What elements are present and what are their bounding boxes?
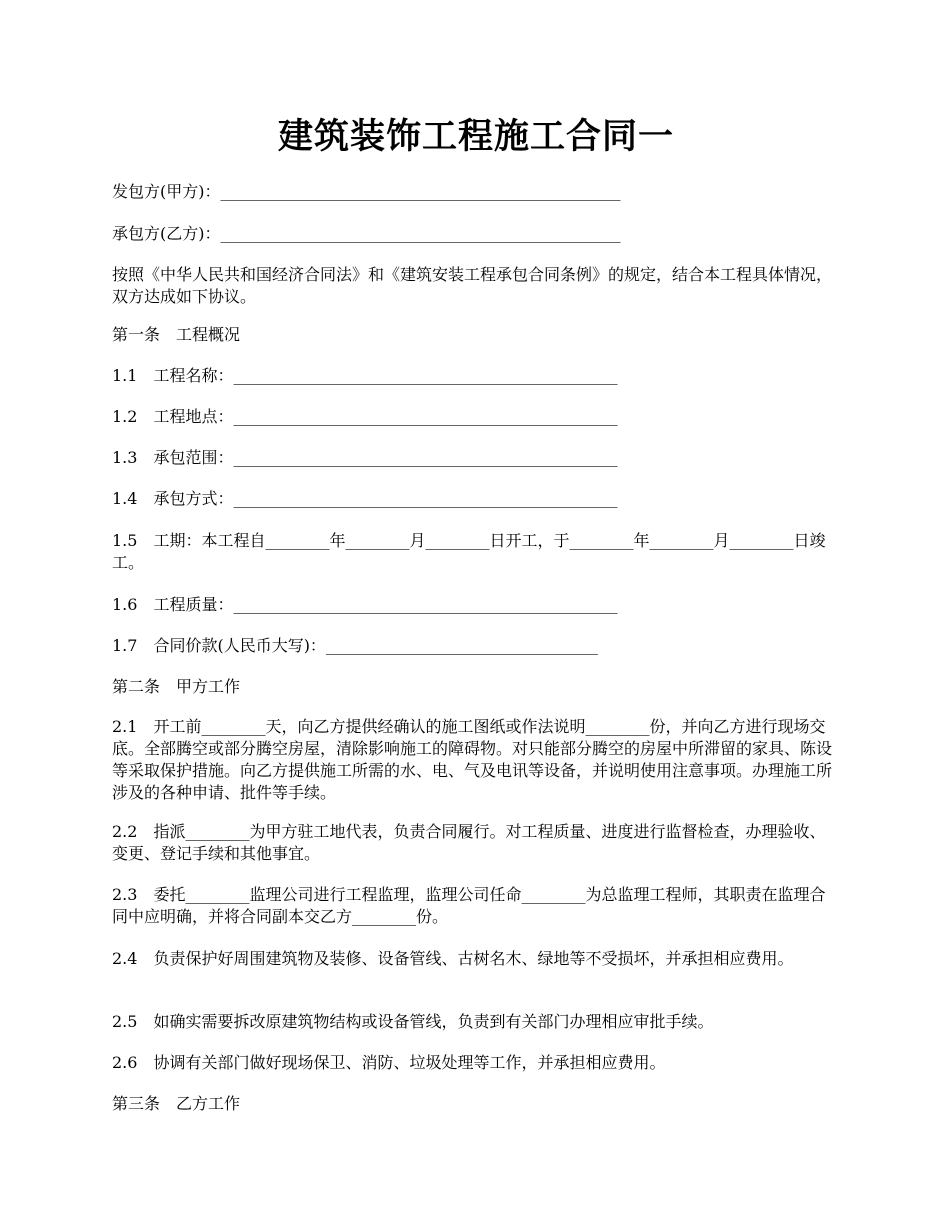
party-b-line: 承包方(乙方)：__________________________________________________ — [112, 224, 621, 243]
clause-1-7: 1.7 合同价款(人民币大写)：__________________________________ — [112, 636, 598, 655]
article-3-heading: 第三条 乙方工作 — [112, 1094, 241, 1113]
clause-2-6: 2.6 协调有关部门做好现场保卫、消防、垃圾处理等工作，并承担相应费用。 — [112, 1053, 666, 1072]
clause-1-4: 1.4 承包方式：________________________________________________ — [112, 489, 618, 508]
clause-1-5: 1.5 工期：本工程自________年________月________日开工，于________年________月________日竣工。 — [112, 531, 826, 572]
clause-2-3: 2.3 委托________监理公司进行工程监理，监理公司任命________为总监理工程师，其职责在监理合同中应明确，并将合同副本交乙方________份。 — [112, 885, 826, 926]
party-a-line: 发包方(甲方)：__________________________________________________ — [112, 182, 621, 201]
clause-2-5: 2.5 如确实需要拆改原建筑物结构或设备管线，负责到有关部门办理相应审批手续。 — [112, 1012, 714, 1031]
intro-paragraph: 按照《中华人民共和国经济合同法》和《建筑安装工程承包合同条例》的规定，结合本工程具体情况，双方达成如下协议。 — [112, 265, 833, 306]
clause-1-1: 1.1 工程名称：________________________________________________ — [112, 366, 618, 385]
clause-1-6: 1.6 工程质量：________________________________________________ — [112, 595, 618, 614]
clause-1-3: 1.3 承包范围：________________________________________________ — [112, 448, 618, 467]
clause-2-2: 2.2 指派________为甲方驻工地代表，负责合同履行。对工程质量、进度进行监督检查，办理验收、变更、登记手续和其他事宜。 — [112, 822, 826, 863]
clause-2-1: 2.1 开工前________天，向乙方提供经确认的施工图纸或作法说明________份，并向乙方进行现场交底。全部腾空或部分腾空房屋，清除影响施工的障碍物。对只能部分腾空的房屋中所滞留的家具、陈设等采取保护措施。向乙方提供施工所需的水、电、气及电讯等设备，并说明使用注意事项。办理施工所涉及的各种申请、批件等手续。 — [112, 717, 833, 802]
clause-2-4: 2.4 负责保护好周围建筑物及装修、设备管线、古树名木、绿地等不受损坏，并承担相应费用。 — [112, 949, 794, 968]
article-1-heading: 第一条 工程概况 — [112, 325, 241, 344]
article-2-heading: 第二条 甲方工作 — [112, 677, 241, 696]
clause-1-2: 1.2 工程地点：________________________________________________ — [112, 407, 618, 426]
document-title: 建筑装饰工程施工合同一 — [277, 116, 674, 157]
